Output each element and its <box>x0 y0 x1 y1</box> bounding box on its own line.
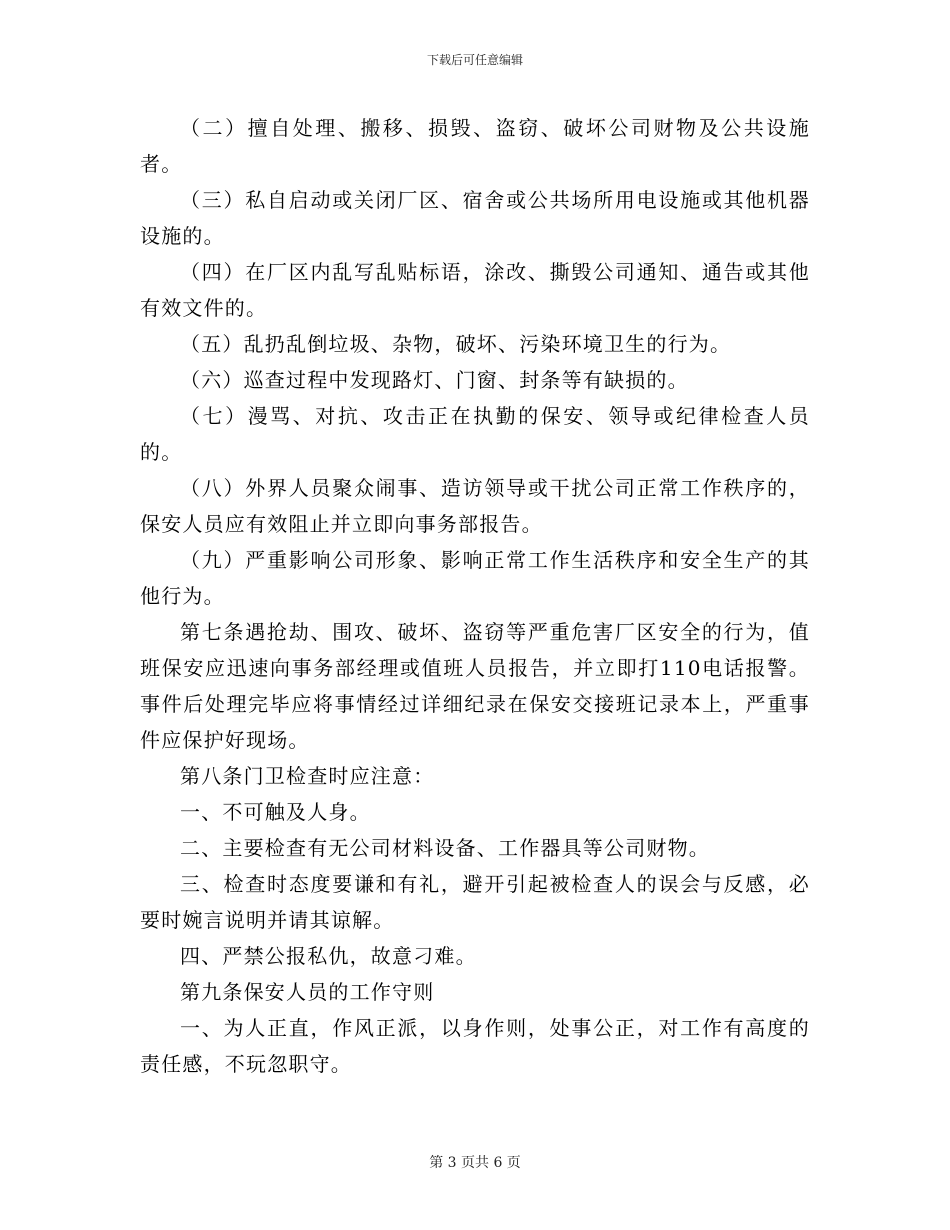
paragraph-item-2: （二）擅自处理、搬移、损毁、盗窃、破坏公司财物及公共设施者。 <box>140 116 810 176</box>
paragraph-item-9: （九）严重影响公司形象、影响正常工作生活秩序和安全生产的其他行为。 <box>140 548 810 608</box>
article-8-point-3: 三、检查时态度要谦和有礼，避开引起被检查人的误会与反感，必要时婉言说明并请其谅解。 <box>140 872 810 932</box>
article-9-point-1: 一、为人正直，作风正派，以身作则，处事公正，对工作有高度的责任感，不玩忽职守。 <box>140 1016 810 1076</box>
article-9-heading: 第九条保安人员的工作守则 <box>180 980 435 1004</box>
page-number-footer: 第 3 页共 6 页 <box>429 1155 521 1171</box>
article-8-point-4: 四、严禁公报私仇，故意刁难。 <box>180 944 477 968</box>
paragraph-item-4: （四）在厂区内乱写乱贴标语，涂改、撕毁公司通知、通告或其他有效文件的。 <box>140 260 810 320</box>
paragraph-item-5: （五）乱扔乱倒垃圾、杂物，破坏、污染环境卫生的行为。 <box>180 332 732 356</box>
paragraph-item-3: （三）私自启动或关闭厂区、宿舍或公共场所用电设施或其他机器设施的。 <box>140 188 810 248</box>
article-7: 第七条遇抢劫、围攻、破坏、盗窃等严重危害厂区安全的行为，值班保安应迅速向事务部经理或值班人员报告，并立即打110电话报警。事件后处理完毕应将事情经过详细纪录在保安交接班记录本上，严重事件应保护好现场。 <box>140 620 810 752</box>
document-body <box>140 110 810 1082</box>
article-8-point-2: 二、主要检查有无公司材料设备、工作器具等公司财物。 <box>180 836 710 860</box>
paragraph-item-7: （七）漫骂、对抗、攻击正在执勤的保安、领导或纪律检查人员的。 <box>140 404 810 464</box>
paragraph-item-8: （八）外界人员聚众闹事、造访领导或干扰公司正常工作秩序的，保安人员应有效阻止并立即向事务部报告。 <box>140 476 810 536</box>
page-header: 下载后可任意编辑 <box>426 53 523 67</box>
article-8-point-1: 一、不可触及人身。 <box>180 800 371 824</box>
article-8-heading: 第八条门卫检查时应注意： <box>180 764 435 788</box>
paragraph-item-6: （六）巡查过程中发现路灯、门窗、封条等有缺损的。 <box>180 368 689 392</box>
